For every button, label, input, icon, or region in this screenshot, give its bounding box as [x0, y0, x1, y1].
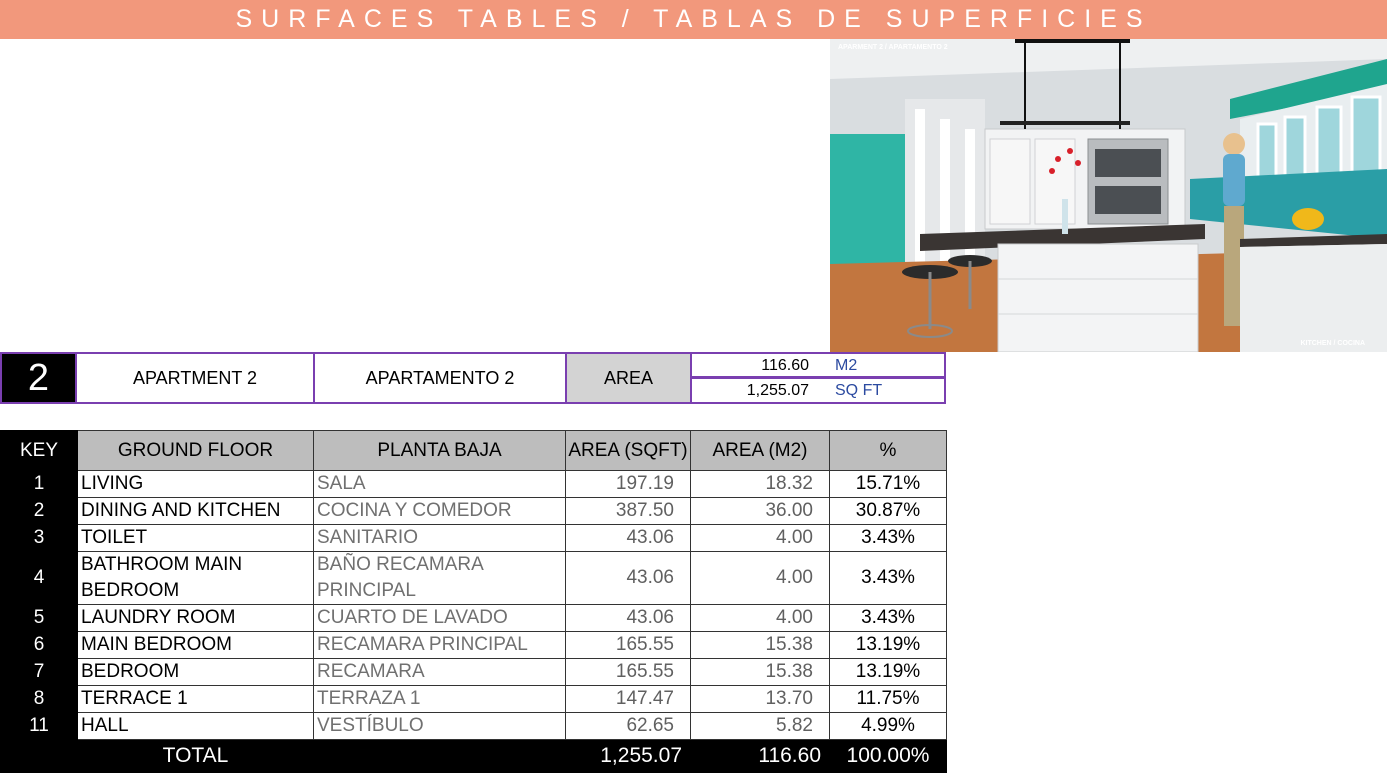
table-row [1, 552, 947, 605]
row-percent: 30.87% [830, 498, 947, 525]
row-name-es: CUARTO DE LAVADO [314, 605, 566, 632]
table-body [1, 471, 947, 740]
total-m2: 116.60 [691, 740, 830, 773]
area-m2-row [690, 352, 946, 378]
row-area-m2: 15.38 [691, 632, 830, 659]
table-row [1, 525, 947, 552]
row-area-m2: 4.00 [691, 552, 830, 605]
apartment-name-en: APARTMENT 2 [75, 352, 315, 404]
row-area-m2: 18.32 [691, 471, 830, 498]
area-label: AREA [565, 352, 692, 404]
table-row [1, 686, 947, 713]
row-key: 8 [1, 686, 78, 713]
header-area-m2: AREA (M2) [691, 431, 830, 471]
row-percent: 3.43% [830, 605, 947, 632]
area-sqft-value: 1,255.07 [746, 382, 809, 399]
row-area-m2: 15.38 [691, 659, 830, 686]
table-row [1, 498, 947, 525]
row-name-es: SANITARIO [314, 525, 566, 552]
row-area-m2: 4.00 [691, 525, 830, 552]
total-sqft: 1,255.07 [566, 740, 691, 773]
row-area-sqft: 43.06 [566, 605, 691, 632]
header-percent: % [830, 431, 947, 471]
row-key: 6 [1, 632, 78, 659]
area-m2-unit: M2 [835, 357, 858, 374]
area-m2-value: 116.60 [761, 357, 809, 374]
header-planta-baja: PLANTA BAJA [314, 431, 566, 471]
row-percent: 13.19% [830, 632, 947, 659]
total-key-cell [1, 740, 78, 773]
row-percent: 13.19% [830, 659, 947, 686]
render-caption-top: APARMENT 2 / APARTAMENTO 2 [838, 44, 948, 51]
total-empty-cell [314, 740, 566, 773]
header-ground-floor: GROUND FLOOR [78, 431, 314, 471]
kitchen-render-image [830, 39, 1387, 352]
row-area-sqft: 43.06 [566, 552, 691, 605]
row-area-m2: 4.00 [691, 605, 830, 632]
row-name-en: BEDROOM [78, 659, 314, 686]
row-percent: 3.43% [830, 525, 947, 552]
row-name-es: TERRAZA 1 [314, 686, 566, 713]
row-name-en: HALL [78, 713, 314, 740]
row-key: 11 [1, 713, 78, 740]
area-sqft-unit: SQ FT [835, 382, 883, 399]
row-name-es: VESTÍBULO [314, 713, 566, 740]
row-name-en: LAUNDRY ROOM [78, 605, 314, 632]
page-banner [0, 0, 1387, 39]
row-name-en: DINING AND KITCHEN [78, 498, 314, 525]
row-key: 4 [1, 552, 78, 605]
table-header-row [1, 431, 947, 471]
surfaces-table [0, 430, 947, 773]
row-name-en: TOILET [78, 525, 314, 552]
row-name-es: COCINA Y COMEDOR [314, 498, 566, 525]
table-row [1, 659, 947, 686]
header-key: KEY [1, 431, 78, 471]
row-name-es: RECAMARA PRINCIPAL [314, 632, 566, 659]
area-sqft-row [690, 377, 946, 404]
table-row [1, 605, 947, 632]
row-name-en: BATHROOM MAIN BEDROOM [78, 552, 314, 605]
row-area-m2: 13.70 [691, 686, 830, 713]
row-percent: 3.43% [830, 552, 947, 605]
row-area-m2: 5.82 [691, 713, 830, 740]
kitchen-render-illustration [830, 39, 1387, 352]
row-name-en: TERRACE 1 [78, 686, 314, 713]
total-label: TOTAL [78, 740, 314, 773]
header-area-sqft: AREA (SQFT) [566, 431, 691, 471]
row-area-sqft: 147.47 [566, 686, 691, 713]
render-caption-bottom: KITCHEN / COCINA [1300, 340, 1365, 347]
row-name-es: RECAMARA [314, 659, 566, 686]
row-key: 1 [1, 471, 78, 498]
total-row [1, 740, 947, 773]
row-key: 5 [1, 605, 78, 632]
table-row [1, 632, 947, 659]
row-percent: 15.71% [830, 471, 947, 498]
apartment-name-es: APARTAMENTO 2 [313, 352, 567, 404]
row-area-sqft: 43.06 [566, 525, 691, 552]
row-key: 7 [1, 659, 78, 686]
row-name-es: SALA [314, 471, 566, 498]
row-area-sqft: 387.50 [566, 498, 691, 525]
apartment-key: 2 [0, 352, 77, 404]
surfaces-table-container [0, 430, 946, 773]
table-row [1, 713, 947, 740]
row-percent: 11.75% [830, 686, 947, 713]
table-row [1, 471, 947, 498]
row-name-es: BAÑO RECAMARA PRINCIPAL [314, 552, 566, 605]
row-percent: 4.99% [830, 713, 947, 740]
total-percent: 100.00% [830, 740, 947, 773]
row-area-sqft: 197.19 [566, 471, 691, 498]
row-key: 3 [1, 525, 78, 552]
row-key: 2 [1, 498, 78, 525]
row-area-sqft: 62.65 [566, 713, 691, 740]
page-title: SURFACES TABLES / TABLAS DE SUPERFICIES [235, 5, 1152, 33]
row-name-en: MAIN BEDROOM [78, 632, 314, 659]
row-area-sqft: 165.55 [566, 632, 691, 659]
row-name-en: LIVING [78, 471, 314, 498]
row-area-m2: 36.00 [691, 498, 830, 525]
row-area-sqft: 165.55 [566, 659, 691, 686]
